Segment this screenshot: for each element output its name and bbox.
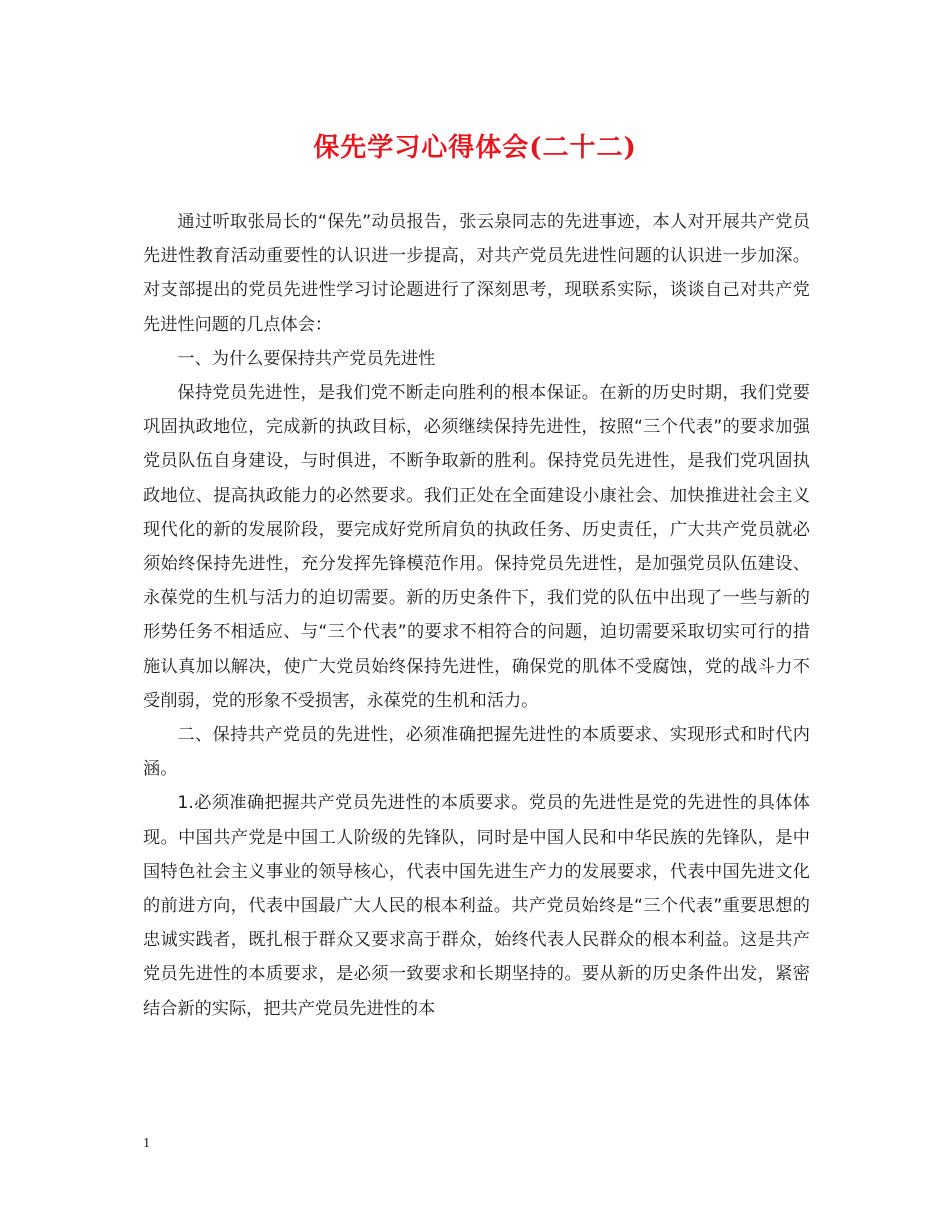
paragraph-intro: 通过听取张局长的“保先”动员报告，张云泉同志的先进事迹，本人对开展共产党员先进性教育活动重要性的认识进一步提高，对共产党员先进性问题的认识进一步加深。对支部提出的党员先进性学习讨论题进行了深刻思考，现联系实际，谈谈自己对共产党先进性问题的几点体会： — [143, 212, 810, 335]
section-heading-2: 二、保持共产党员的先进性，必须准确把握先进性的本质要求、实现形式和时代内涵。 — [143, 725, 810, 780]
section-heading-1: 一、为什么要保持共产党员先进性 — [177, 348, 436, 369]
paragraph-point-1: 1.必须准确把握共产党员先进性的本质要求。党员的先进性是党的先进性的具体体现。中国共产党是中国工人阶级的先锋队，同时是中国人民和中华民族的先锋队，是中国特色社会主义事业的领导核心，代表中国先进生产力的发展要求，代表中国先进文化的前进方向，代表中国最广大人民的根本利益。共产党员始终是“三个代表”重要思想的忠诚实践者，既扎根于群众又要求高于群众，始终代表人民群众的根本利益。这是共产党员先进性的本质要求，是必须一致要求和长期坚持的。要从新的历史条件出发，紧密结合新的实际，把共产党员先进性的本 — [143, 793, 810, 1019]
document-title: 保先学习心得体会(二十二) — [313, 133, 637, 163]
document-body — [143, 205, 810, 1026]
paragraph-section-1: 保持党员先进性，是我们党不断走向胜利的根本保证。在新的历史时期，我们党要巩固执政地位，完成新的执政目标，必须继续保持先进性，按照“三个代表”的要求加强党员队伍自身建设，与时俱进，不断争取新的胜利。保持党员先进性，是我们党巩固执政地位、提高执政能力的必然要求。我们正处在全面建设小康社会、加快推进社会主义现代化的新的发展阶段，要完成好党所肩负的执政任务、历史责任，广大共产党员就必须始终保持先进性，充分发挥先锋模范作用。保持党员先进性，是加强党员队伍建设、永葆党的生机与活力的迫切需要。新的历史条件下，我们党的队伍中出现了一些与新的形势任务不相适应、与“三个代表”的要求不相符合的问题，迫切需要采取切实可行的措施认真加以解决，使广大党员始终保持先进性，确保党的肌体不受腐蚀，党的战斗力不受削弱，党的形象不受损害，永葆党的生机和活力。 — [143, 383, 810, 711]
page-number: 1 — [143, 1136, 150, 1151]
